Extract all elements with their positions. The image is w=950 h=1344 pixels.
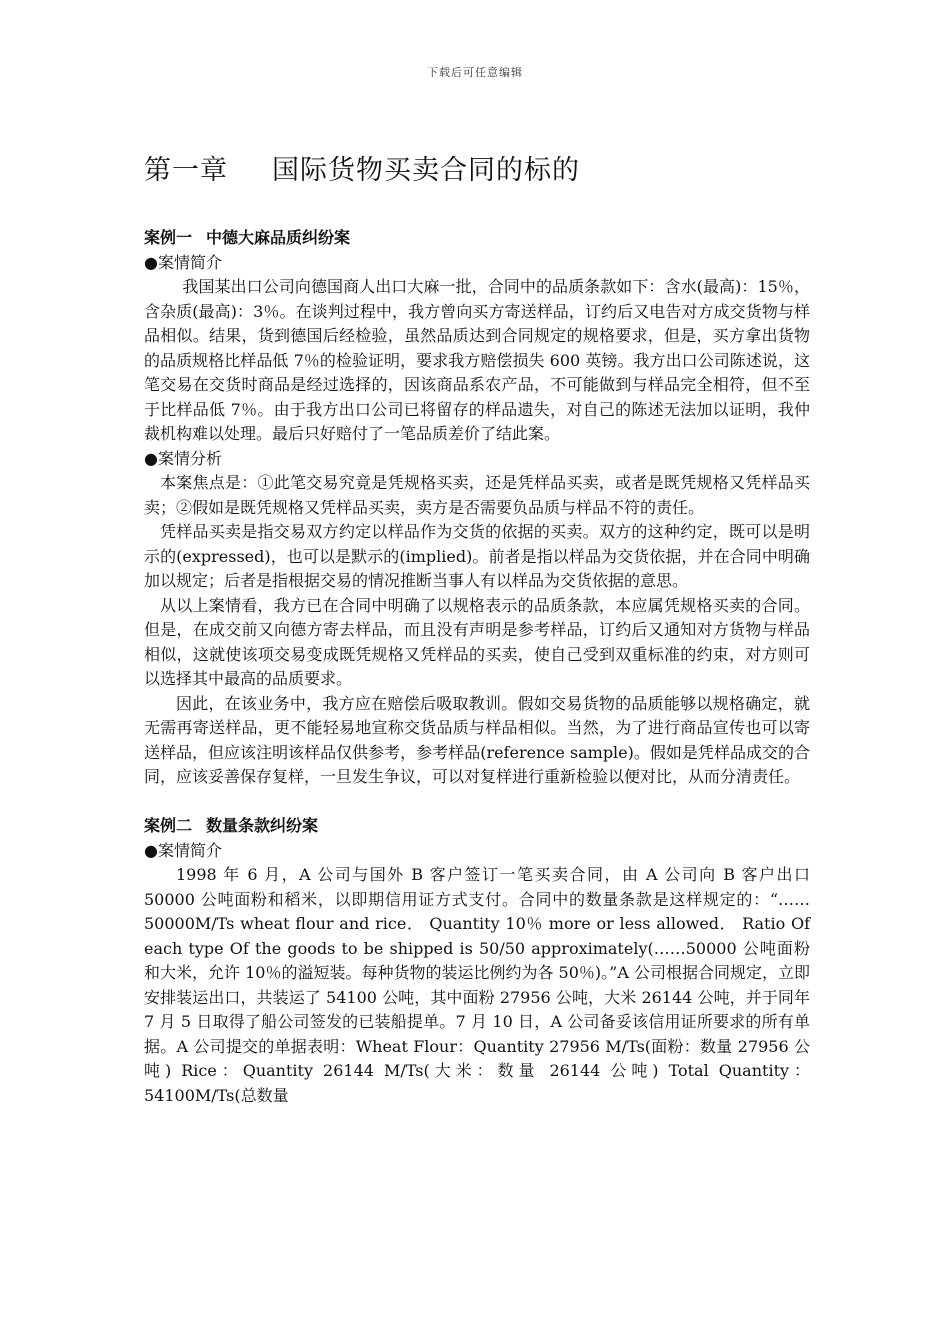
header-note: 下载后可任意编辑	[427, 66, 523, 79]
case1-summary: 我国某出口公司向德国商人出口大麻一批，合同中的品质条款如下：含水(最高)：15％，含杂质(最高)：3％。在谈判过程中，我方曾向买方寄送样品，订约后又电告对方成交货物与样品相似。结果，货到德国后经检验，虽然品质达到合同规定的规格要求，但是，买方拿出货物的品质规格比样品低 7％的检验证明，要求我方赔偿损失 600 英镑。我方出口公司陈述说，这笔交易在交货时商品是经过选择的，因该商品系农产品，不可能做到与样品完全相符，但不至于比样品低 7％。由于我方出口公司已将留存的样品遗失，对自己的陈述无法加以证明，我仲裁机构难以处理。最后只好赔付了一笔品质差价了结此案。	[144, 277, 810, 443]
case2-summary-heading: ●案情简介	[144, 840, 222, 860]
case1-analysis-paragraph: 因此，在该业务中，我方应在赔偿后吸取教训。假如交易货物的品质能够以规格确定，就无需再寄送样品，更不能轻易地宣称交货品质与样品相似。当然，为了进行商品宣传也可以寄送样品，但应该注明该样品仅供参考，参考样品(reference sample)。假如是凭样品成交的合同，应该妥善保存复样，一旦发生争议，可以对复样进行重新检验以便对比，从而分清责任。	[144, 693, 810, 786]
document-body	[144, 150, 810, 1108]
case1-title	[144, 226, 810, 251]
chapter-name: 国际货物买卖合同的标的	[272, 155, 580, 186]
case1-number: 案例一	[144, 228, 193, 247]
case2-title	[144, 814, 810, 839]
case2-number: 案例二	[144, 816, 193, 835]
chapter-title	[144, 150, 810, 192]
case1-name: 中德大麻品质纠纷案	[206, 228, 351, 247]
case1-analysis-paragraph: 凭样品买卖是指交易双方约定以样品作为交货的依据的买卖。双方的这种约定，既可以是明示的(expressed)，也可以是默示的(implied)。前者是指以样品为交货依据，并在合同中明确加以规定；后者是指根据交易的情况推断当事人有以样品为交货依据的意思。	[144, 522, 810, 590]
case1-analysis-heading: ●案情分析	[144, 448, 222, 468]
case1-analysis-paragraph: 本案焦点是：①此笔交易究竟是凭规格买卖，还是凭样品买卖，或者是既凭规格又凭样品买卖；②假如是既凭规格又凭样品买卖，卖方是否需要负品质与样品不符的责任。	[144, 473, 810, 517]
chapter-number: 第一章	[144, 155, 228, 186]
case1-summary-heading: ●案情简介	[144, 252, 222, 272]
case2-summary: 1998 年 6 月，A 公司与国外 B 客户签订一笔买卖合同，由 A 公司向 B 客户出口 50000 公吨面粉和稻米，以即期信用证方式支付。合同中的数量条款是这样规定的：“……50000M/Ts wheat flour and rice． Quantity 10％ more or less allowed． Ratio Of each type Of the goods to be shipped is 50/50 approximately(……50000 公吨面粉和大米，允许 10％的溢短装。每种货物的装运比例约为各 50％)。”A 公司根据合同规定，立即安排装运出口，共装运了 54100 公吨，其中面粉 27956 公吨，大米 26144 公吨，并于同年 7 月 5 日取得了船公司签发的已装船提单。7 月 10 日，A 公司备妥该信用证所要求的所有单据。A 公司提交的单据表明：Wheat Flour：Quantity 27956 M/Ts(面粉：数量 27956 公吨) Rice：Quantity 26144 M/Ts(大米：数量 26144 公吨) Total Quantity：54100M/Ts(总数量	[144, 865, 810, 1105]
section-spacer	[144, 790, 810, 815]
case1-analysis-paragraph: 从以上案情看，我方已在合同中明确了以规格表示的品质条款，本应属凭规格买卖的合同。但是，在成交前又向德方寄去样品，而且没有声明是参考样品，订约后又通知对方货物与样品相似，这就使该项交易变成既凭规格又凭样品的买卖，使自己受到双重标准的约束，对方则可以选择其中最高的品质要求。	[144, 595, 810, 688]
case2-name: 数量条款纠纷案	[206, 816, 319, 835]
